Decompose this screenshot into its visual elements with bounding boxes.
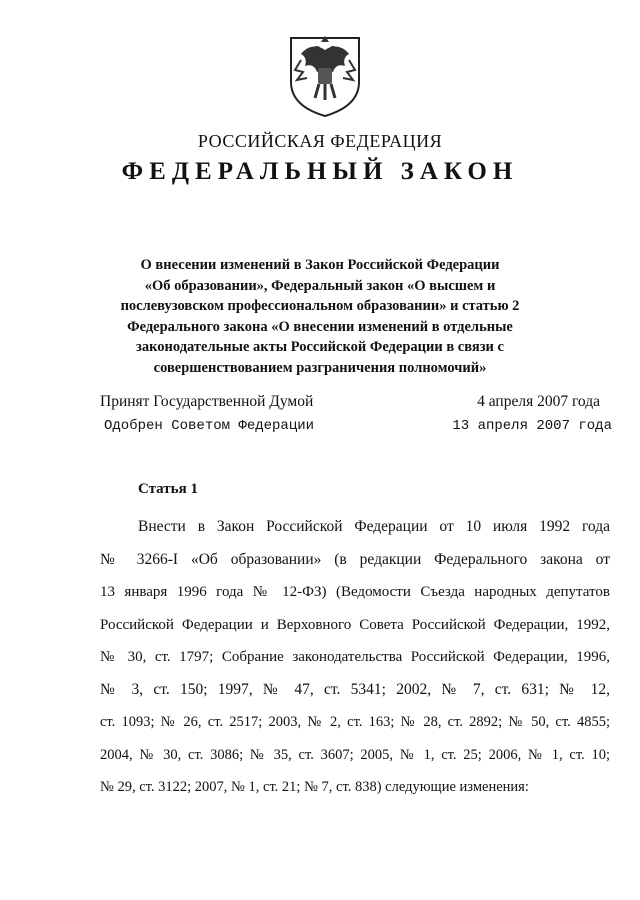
adoption-block xyxy=(100,393,612,443)
title-line: О внесении изменений в Закон Российской Федерации xyxy=(140,257,500,273)
duma-label: Принят Государственной Думой xyxy=(100,393,314,410)
duma-date: 4 апреля 2007 года xyxy=(477,393,600,410)
council-date: 13 апреля 2007 года xyxy=(452,418,612,434)
title-line: «Об образовании», Федеральный закон «О высшем и xyxy=(144,277,496,294)
body-line: 2004, № 30, ст. 3086; № 35, ст. 3607; 2005, № 1, ст. 25; 2006, № 1, ст. 10; xyxy=(100,746,610,763)
title-line: Федерального закона «О внесении изменений в отдельные xyxy=(127,318,513,335)
russian-coat-of-arms-icon xyxy=(281,20,369,120)
article-body xyxy=(100,511,610,804)
title-line: законодательные акты Российской Федерации в связи с xyxy=(136,339,504,355)
duma-adoption-row xyxy=(100,393,612,418)
title-line: совершенствованием разграничения полномочий» xyxy=(153,359,487,376)
title-line: послевузовском профессиональном образовании» и статью 2 xyxy=(120,298,520,314)
council-approval-row xyxy=(100,418,612,443)
body-line: № 3, ст. 150; 1997, № 47, ст. 5341; 2002, № 7, ст. 631; № 12, xyxy=(100,680,610,698)
body-line: Внести в Закон Российской Федерации от 10 июля 1992 года xyxy=(138,518,610,535)
body-line: № 3266-I «Об образовании» (в редакции Федерального закона от xyxy=(100,550,610,568)
body-line: 13 января 1996 года № 12-ФЗ) (Ведомости Съезда народных депутатов xyxy=(100,584,610,600)
body-line: № 29, ст. 3122; 2007, № 1, ст. 21; № 7, ст. 838) следующие изменения: xyxy=(100,779,529,795)
body-line: № 30, ст. 1797; Собрание законодательства Российской Федерации, 1996, xyxy=(100,649,610,665)
body-line: ст. 1093; № 26, ст. 2517; 2003, № 2, ст. 163; № 28, ст. 2892; № 50, ст. 4855; xyxy=(100,714,610,730)
article-heading: Статья 1 xyxy=(138,481,198,497)
law-title xyxy=(0,255,640,378)
country-name: РОССИЙСКАЯ ФЕДЕРАЦИЯ xyxy=(197,131,443,151)
council-label: Одобрен Советом Федерации xyxy=(104,418,315,434)
body-line: Российской Федерации и Верховного Совета Российской Федерации, 1992, xyxy=(100,616,610,633)
document-type: ФЕДЕРАЛЬНЫЙ ЗАКОН xyxy=(121,158,519,185)
